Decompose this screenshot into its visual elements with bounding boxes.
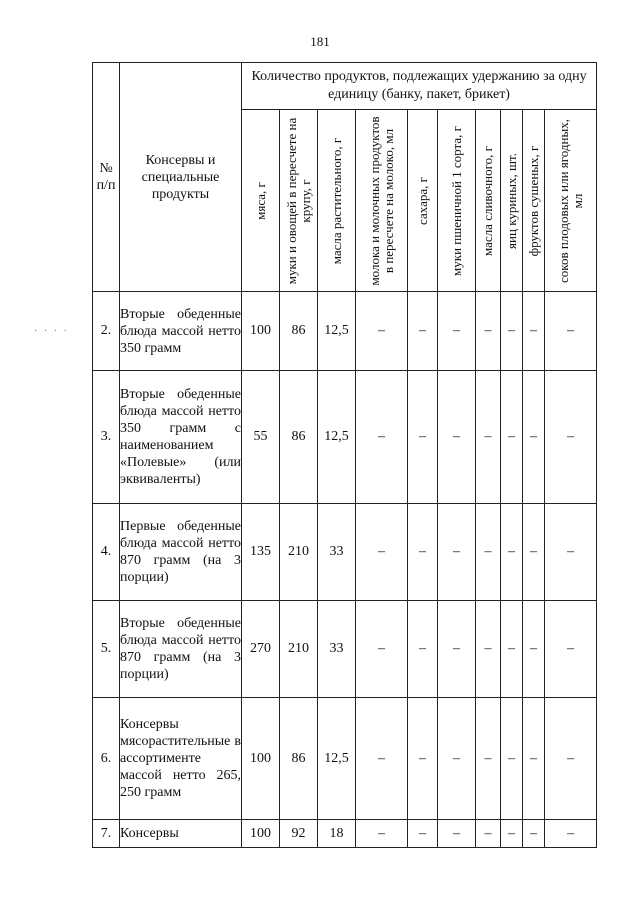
cell-value: – (356, 504, 408, 601)
cell-value: 55 (242, 371, 280, 504)
cell-value: 210 (280, 504, 318, 601)
row-number: 3. (93, 371, 120, 504)
cell-value: 100 (242, 820, 280, 848)
cell-value: – (476, 292, 501, 371)
cell-value: 12,5 (318, 698, 356, 820)
column-header-label: масла сливочного, г (480, 145, 495, 256)
cell-value: 18 (318, 820, 356, 848)
product-name: Вторые обеденные блюда массой нетто 350 грамм (120, 292, 242, 371)
column-header (356, 110, 408, 292)
column-header (501, 110, 523, 292)
cell-value: – (438, 371, 476, 504)
cell-value: – (545, 504, 597, 601)
row-number: 7. (93, 820, 120, 848)
cell-value: – (356, 820, 408, 848)
cell-value: – (523, 601, 545, 698)
column-header (438, 110, 476, 292)
cell-value: – (501, 698, 523, 820)
column-header-label: молока и молочных продуктов в пересчете на молоко, мл (366, 115, 396, 286)
cell-value: 86 (280, 371, 318, 504)
header-num: № п/п (93, 63, 120, 292)
row-number: 4. (93, 504, 120, 601)
cell-value: – (523, 292, 545, 371)
cell-value: – (545, 601, 597, 698)
cell-value: 33 (318, 601, 356, 698)
row-number: 5. (93, 601, 120, 698)
cell-value: 12,5 (318, 371, 356, 504)
column-header (476, 110, 501, 292)
cell-value: – (438, 601, 476, 698)
cell-value: 135 (242, 504, 280, 601)
cell-value: 100 (242, 292, 280, 371)
cell-value: – (523, 820, 545, 848)
row-number: 2. (93, 292, 120, 371)
cell-value: – (438, 292, 476, 371)
column-header-label: муки и овощей в пересчете на крупу, г (283, 117, 313, 284)
cell-value: – (356, 292, 408, 371)
cell-value: – (408, 292, 438, 371)
cell-value: 86 (280, 698, 318, 820)
cell-value: 100 (242, 698, 280, 820)
cell-value: – (501, 601, 523, 698)
cell-value: 86 (280, 292, 318, 371)
cell-value: – (408, 371, 438, 504)
cell-value: – (523, 698, 545, 820)
cell-value: – (501, 371, 523, 504)
cell-value: – (356, 698, 408, 820)
cell-value: – (408, 601, 438, 698)
table-row (93, 504, 597, 601)
column-header-label: сахара, г (414, 176, 430, 225)
cell-value: 12,5 (318, 292, 356, 371)
cell-value: – (476, 698, 501, 820)
table-row (93, 601, 597, 698)
column-header-label: фруктов сушеных, г (525, 145, 541, 256)
column-header (545, 110, 597, 292)
row-number: 6. (93, 698, 120, 820)
cell-value: – (408, 504, 438, 601)
cell-value: – (523, 371, 545, 504)
cell-value: 210 (280, 601, 318, 698)
column-header-label: соков плодовых или ягодных, мл (555, 118, 585, 283)
cell-value: – (545, 698, 597, 820)
product-name: Первые обеденные блюда массой нетто 870 грамм (на 3 порции) (120, 504, 242, 601)
cell-value: – (501, 504, 523, 601)
product-name: Консервы мясорастительные в ассортименте массой нетто 265, 250 грамм (120, 698, 242, 820)
header-group: Количество продуктов, подлежащих удержанию за одну единицу (банку, пакет, брикет) (242, 63, 597, 110)
column-header (280, 110, 318, 292)
column-header-label: яиц куриных, шт. (503, 152, 519, 249)
column-header-label: муки пшеничной 1 сорта, г (448, 125, 464, 276)
table-row (93, 371, 597, 504)
cell-value: – (408, 698, 438, 820)
cell-value: – (408, 820, 438, 848)
column-header (242, 110, 280, 292)
header-product: Консервы и специальные продукты (120, 63, 242, 292)
cell-value: – (545, 292, 597, 371)
column-header (523, 110, 545, 292)
product-name: Консервы (120, 820, 242, 848)
cell-value: 33 (318, 504, 356, 601)
cell-value: – (501, 820, 523, 848)
cell-value: – (438, 504, 476, 601)
cell-value: 270 (242, 601, 280, 698)
cell-value: – (476, 820, 501, 848)
cell-value: 92 (280, 820, 318, 848)
cell-value: – (356, 371, 408, 504)
cell-value: – (476, 504, 501, 601)
product-name: Вторые обеденные блюда массой нетто 870 грамм (на 3 порции) (120, 601, 242, 698)
column-header (318, 110, 356, 292)
table-row (93, 698, 597, 820)
cell-value: – (476, 601, 501, 698)
column-header (408, 110, 438, 292)
cell-value: – (545, 820, 597, 848)
cell-value: – (438, 698, 476, 820)
product-name: Вторые обеденные блюда массой нетто 350 грамм с наименованием «Полевые» (или эквиваленты) (120, 371, 242, 504)
cell-value: – (438, 820, 476, 848)
products-table (92, 62, 597, 848)
cell-value: – (501, 292, 523, 371)
cell-value: – (545, 371, 597, 504)
column-header-label: мяса, г (252, 181, 268, 220)
table-row (93, 292, 597, 371)
cell-value: – (476, 371, 501, 504)
page-number: 181 (310, 34, 330, 49)
margin-mark: · · · · (34, 326, 69, 337)
cell-value: – (523, 504, 545, 601)
table-row (93, 820, 597, 848)
column-header-label: масла растительного, г (328, 137, 344, 264)
cell-value: – (356, 601, 408, 698)
